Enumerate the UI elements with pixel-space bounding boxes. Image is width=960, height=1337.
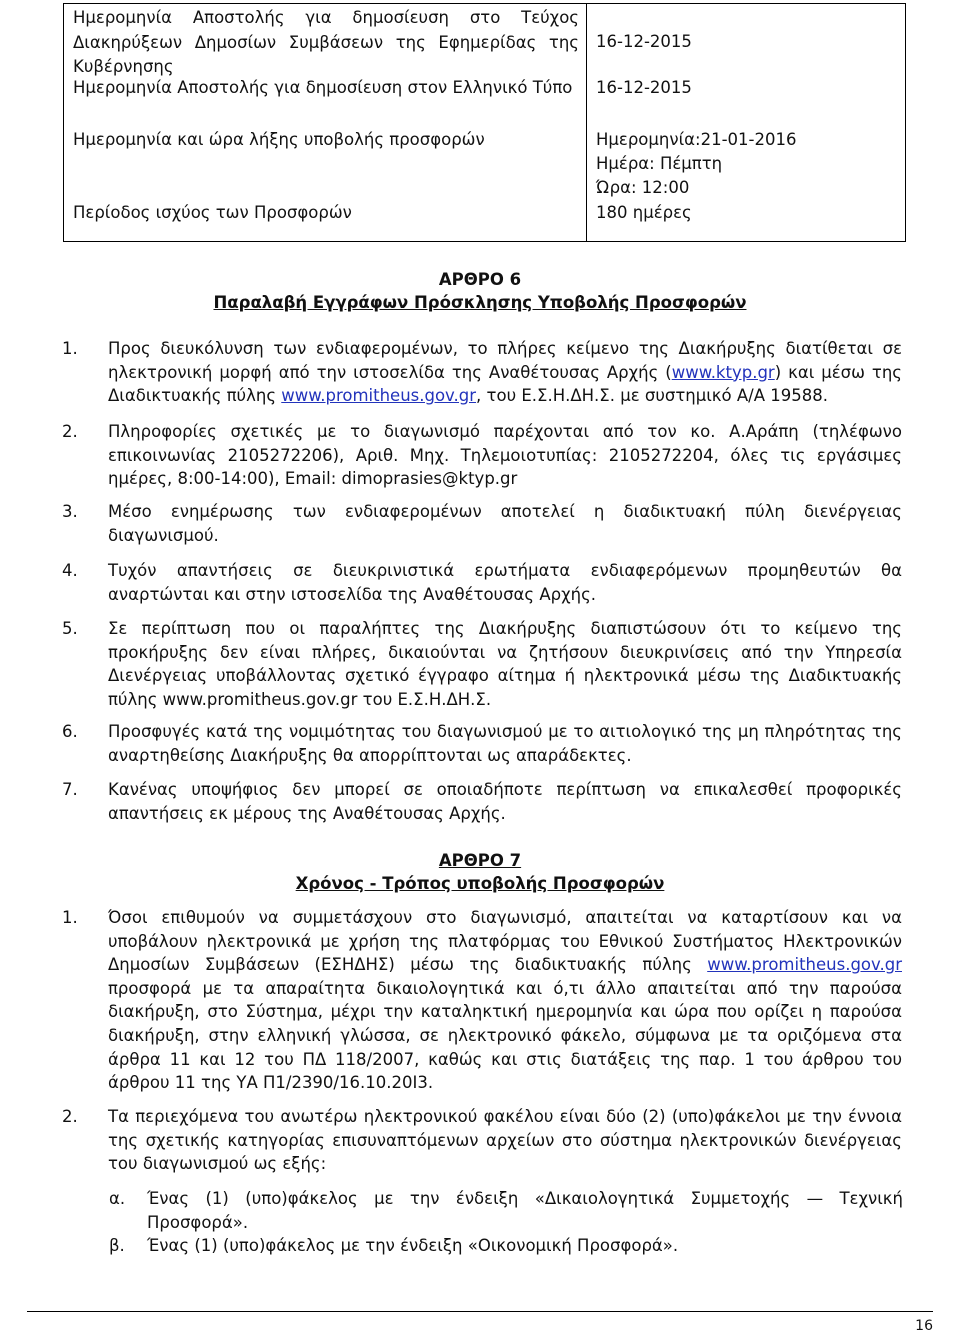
subitem-text: Ένας (1) (υπο)φάκελος με την ένδειξη «Δικαιολογητικά Συμμετοχής — Τεχνική Προσφορά». bbox=[147, 1189, 903, 1232]
article6-item-2 bbox=[62, 420, 902, 491]
item-number: 7. bbox=[62, 780, 78, 799]
table-label-publication-press: Ημερομηνία Αποστολής για δημοσίευση στον Ελληνικό Τύπο bbox=[73, 78, 573, 97]
page-number: 16 bbox=[915, 1318, 933, 1334]
item-text: Πληροφορίες σχετικές με το διαγωνισμό παρέχονται από τον κο. Α.Αράπη (τηλέφωνο επικοινωνίας 2105272206), Αριθ. Μηχ. Τηλεμοιοτυπίας: 2105272204, όλες τις εργάσιμες ημέρες, 8:00-14:00), Email: dimoprasies@ktyp.gr bbox=[108, 422, 902, 489]
article6-title: ΑΡΘΡΟ 6 bbox=[438, 270, 522, 289]
item-text: Σε περίπτωση που οι παραλήπτες της Διακήρυξης διαπιστώσουν ότι το κείμενο της προκήρυξης δεν είναι πλήρες, δικαιούνται να ζητήσουν διευκρινίσεις από την Υπηρεσία Διενέργειας υποβάλλοντας σχετικό έγγραφο αίτημα ή ηλεκτρονικά μέσω της Διαδικτυακής πύλης www.promitheus.gov.gr του Ε.Σ.Η.ΔΗ.Σ. bbox=[108, 619, 902, 709]
item-number: 5. bbox=[62, 619, 78, 638]
article6-subtitle-text: Παραλαβή Εγγράφων Πρόσκλησης Υποβολής Προσφορών bbox=[213, 293, 747, 312]
item-text bbox=[108, 337, 902, 408]
table-value-deadline-date: Ημερομηνία:21-01-2016 bbox=[596, 130, 797, 149]
item-text: Τα περιεχόμενα του ανωτέρω ηλεκτρονικού φακέλου είναι δύο (2) (υπο)φάκελοι με την έννοια της σχετικής κατηγορίας επισυναπτόμενων αρχείων στο σύστημα ηλεκτρονικών διενέργειας του διαγωνισμού ως εξής: bbox=[108, 1107, 902, 1174]
subitem-letter: α. bbox=[109, 1189, 126, 1208]
item-text bbox=[108, 906, 902, 1095]
table-divider bbox=[586, 4, 587, 241]
article7-subitem-b bbox=[109, 1234, 903, 1258]
item-text: Κανένας υποψήφιος δεν μπορεί σε οποιαδήποτε περίπτωση να επικαλεσθεί προφορικές απαντήσεις εκ μέρους της Αναθέτουσας Αρχής. bbox=[108, 780, 902, 823]
item-number: 2. bbox=[62, 422, 78, 441]
item-text: Προσφυγές κατά της νομιμότητας του διαγωνισμού με το αιτιολογικό της μη πληρότητας της αναρτηθείσης Διακήρυξης θα απορρίπτονται ως απαράδεκτες. bbox=[108, 722, 902, 765]
article7-subtitle-text: Χρόνος - Τρόπος υποβολής Προσφορών bbox=[295, 874, 665, 893]
promitheus-link[interactable]: www.promitheus.gov.gr bbox=[707, 955, 902, 975]
ktyp-link[interactable]: www.ktyp.gr bbox=[671, 362, 775, 382]
item-number: 1. bbox=[62, 339, 78, 358]
table-value-publication-gazette: 16-12-2015 bbox=[596, 32, 692, 51]
article7-subitem-a bbox=[109, 1187, 903, 1234]
table-label-deadline: Ημερομηνία και ώρα λήξης υποβολής προσφορών bbox=[73, 130, 485, 149]
item-text-part: προσφορά με τα απαραίτητα δικαιολογητικά και ό,τι άλλο απαιτείται από την παρούσα διακήρυξη, στο Σύστημα, μέχρι την καταληκτική ημερομηνία και ώρα που ορίζει η παρούσα διακήρυξη, στην ελληνική γλώσσα, σε ηλεκτρονικό φάκελο, σύμφωνα με τα οριζόμενα στα άρθρα 11 και 12 του ΠΔ 118/2007, καθώς και στις διατάξεις της παρ. 1 του άρθρου του άρθρου 11 της ΥΑ Π1/2390/16.10.20Ι3. bbox=[108, 978, 902, 1093]
item-number: 2. bbox=[62, 1107, 78, 1126]
article6-item-7 bbox=[62, 778, 902, 825]
article7-item-1 bbox=[62, 906, 902, 1095]
article6-item-4 bbox=[62, 559, 902, 606]
item-text: Μέσο ενημέρωσης των ενδιαφερομένων αποτελεί η διαδικτυακή πύλη διενέργειας διαγωνισμού. bbox=[108, 502, 902, 545]
article6-item-6 bbox=[62, 720, 902, 767]
table-value-publication-press: 16-12-2015 bbox=[596, 78, 692, 97]
article6-item-3 bbox=[62, 500, 902, 547]
item-text-part: , του Ε.Σ.Η.ΔΗ.Σ. με συστημικό Α/Α 19588. bbox=[476, 386, 828, 406]
item-text: Τυχόν απαντήσεις σε διευκρινιστικά ερωτήματα ενδιαφερόμενων προμηθευτών θα αναρτώνται και στην ιστοσελίδα της Αναθέτουσας Αρχής. bbox=[108, 561, 902, 604]
article7-title-text: ΑΡΘΡΟ 7 bbox=[438, 851, 522, 870]
subitem-letter: β. bbox=[109, 1236, 125, 1255]
table-value-validity: 180 ημέρες bbox=[596, 203, 692, 222]
item-number: 4. bbox=[62, 561, 78, 580]
footer-rule bbox=[27, 1311, 933, 1312]
item-number: 1. bbox=[62, 908, 78, 927]
article7-title bbox=[0, 849, 960, 872]
article6-item-5 bbox=[62, 617, 902, 711]
item-text-part: Όσοι επιθυμούν να συμμετάσχουν στο διαγωνισμό, απαιτείται να καταρτίσουν και να υποβάλουν ηλεκτρονικά με χρήση της πλατφόρμας του Εθνικού Συστήματος Ηλεκτρονικών Δημοσίων Συμβάσεων (ΕΣΗΔΗΣ) μέσω της διαδικτυακής πύλης bbox=[108, 908, 902, 975]
subitem-text: Ένας (1) (υπο)φάκελος με την ένδειξη «Οικονομική Προσφορά». bbox=[147, 1236, 679, 1255]
article6-item-1 bbox=[62, 337, 902, 408]
item-text-part: Προς διευκόλυνση των ενδιαφερομένων, το πλήρες κείμενο της Διακήρυξης διατίθεται σε ηλεκτρονική μορφή από την ιστοσελίδα της Αναθέτουσας Αρχής ( bbox=[108, 339, 902, 382]
table-value-deadline-day: Ημέρα: Πέμπτη bbox=[596, 154, 723, 173]
table-value-deadline-time: Ώρα: 12:00 bbox=[596, 178, 690, 197]
item-text-part: ) και μέσω της Διαδικτυακής πύλης bbox=[108, 362, 902, 406]
article6-subtitle bbox=[0, 291, 960, 314]
item-number: 6. bbox=[62, 722, 78, 741]
promitheus-link[interactable]: www.promitheus.gov.gr bbox=[281, 386, 477, 406]
summary-table bbox=[63, 3, 906, 242]
article7-item-2 bbox=[62, 1105, 902, 1176]
article7-subtitle bbox=[0, 872, 960, 895]
item-number: 3. bbox=[62, 502, 78, 521]
table-label-publication-gazette: Ημερομηνία Αποστολής για δημοσίευση στο Τεύχος Διακηρύξεων Δημοσίων Συμβάσεων της Εφημερίδας της Κυβέρνησης bbox=[73, 8, 579, 76]
table-label-validity: Περίοδος ισχύος των Προσφορών bbox=[73, 203, 352, 222]
